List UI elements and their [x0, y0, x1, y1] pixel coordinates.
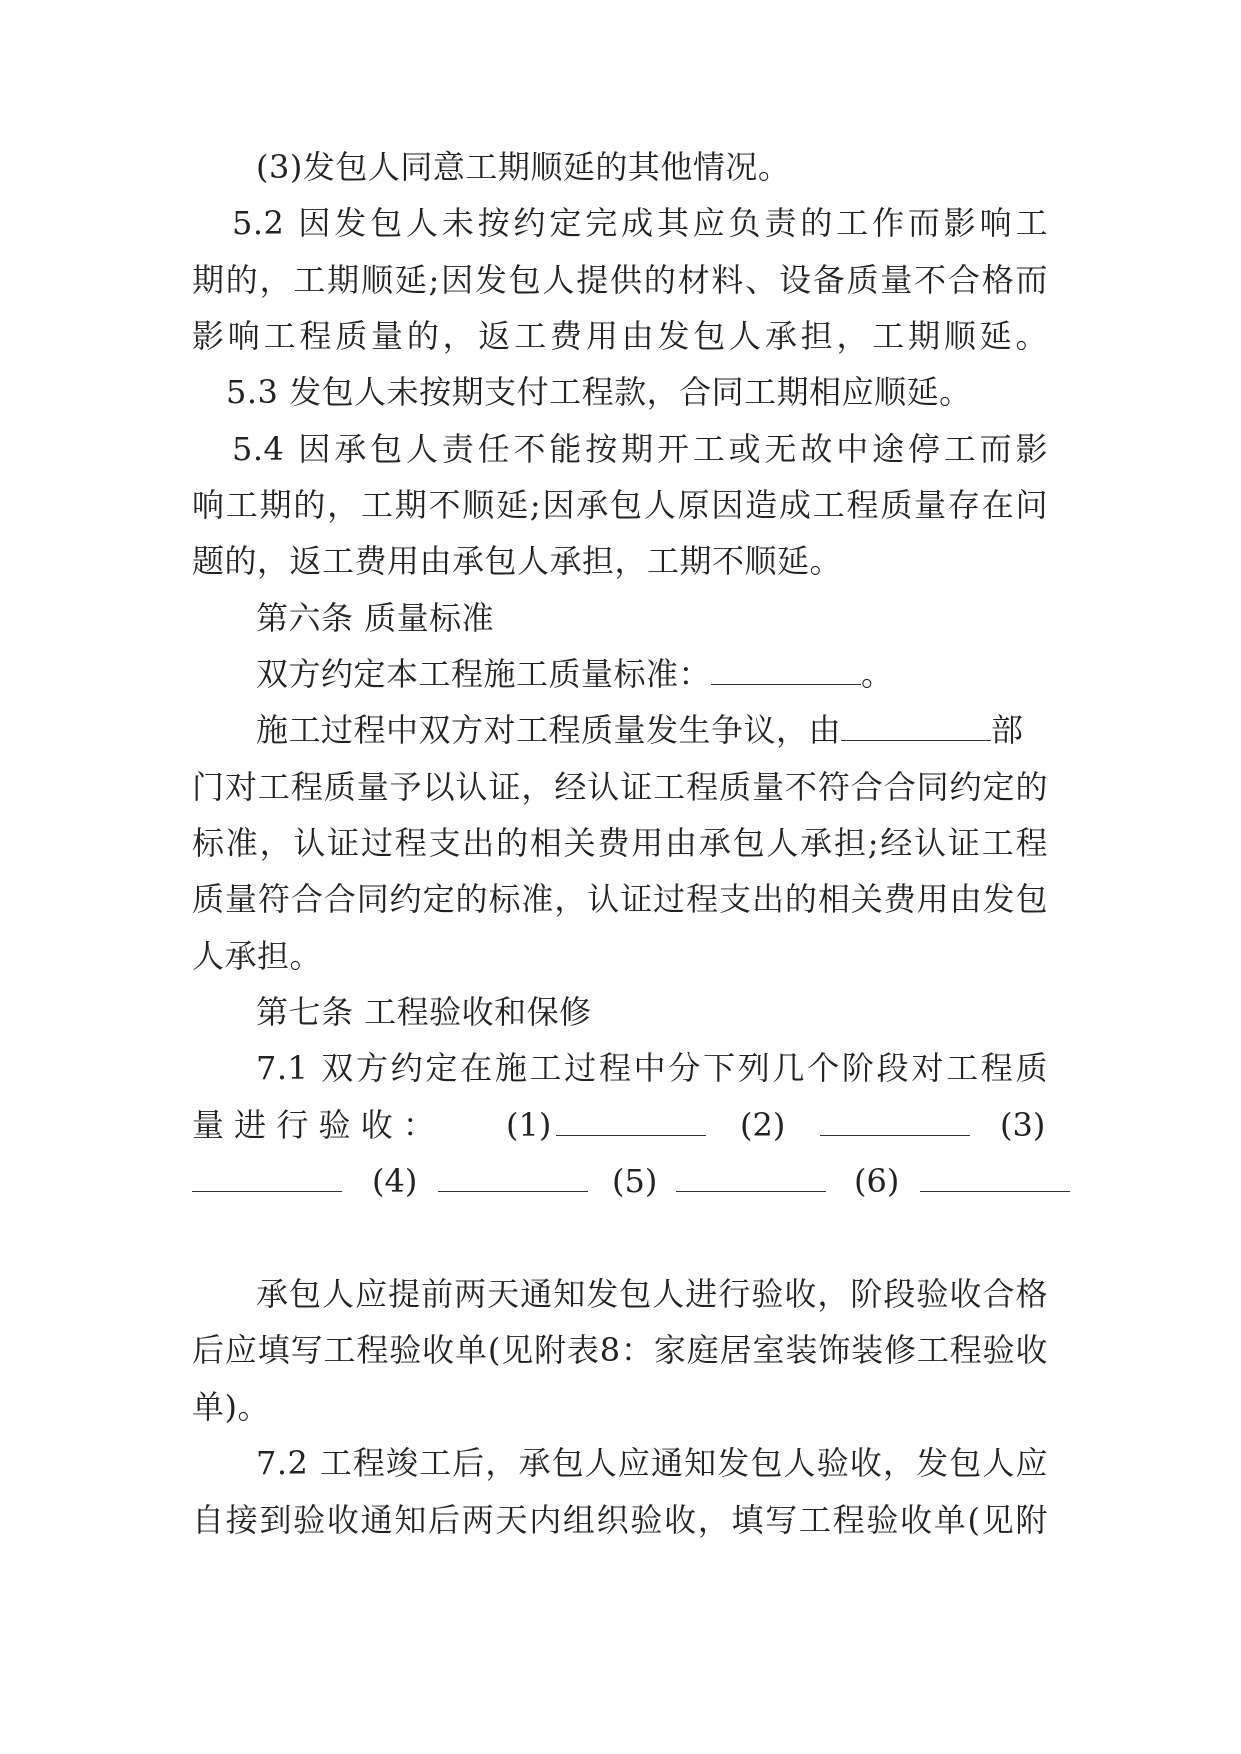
line-text: 量 进 行 验 收 ：	[192, 1106, 435, 1144]
paragraph-line: 门对工程质量予以认证，经认证工程质量不符合合同约定的	[192, 768, 1048, 806]
inspection-stages-row	[192, 1105, 1048, 1145]
paragraph-line: 影响工程质量的，返工费用由发包人承担，工期顺延。	[192, 317, 1048, 355]
fill-blank	[192, 1161, 342, 1192]
fill-blank	[711, 654, 861, 685]
stage-label: (4)	[372, 1162, 418, 1200]
paragraph-line	[256, 710, 1024, 750]
line-text: 双方约定本工程施工质量标准：	[256, 655, 712, 693]
section-heading: 第七条 工程验收和保修	[256, 993, 592, 1031]
inspection-stages-row	[192, 1161, 1048, 1201]
section-heading: 第六条 质量标准	[256, 599, 495, 637]
paragraph-line: 期的，工期顺延;因发包人提供的材料、设备质量不合格而	[192, 261, 1048, 299]
paragraph-line: 承包人应提前两天通知发包人进行验收，阶段验收合格	[256, 1275, 1048, 1313]
paragraph-line	[256, 654, 894, 694]
fill-blank	[676, 1161, 826, 1192]
fill-blank	[920, 1161, 1070, 1192]
paragraph-line: 响工期的，工期不顺延;因承包人原因造成工程质量存在问	[192, 486, 1048, 524]
stage-label: (5)	[612, 1162, 658, 1200]
paragraph-line: 5.3 发包人未按期支付工程款，合同工期相应顺延。	[226, 373, 972, 411]
paragraph-line: 5.4 因承包人责任不能按期开工或无故中途停工而影	[232, 430, 1048, 468]
paragraph-line: 质量符合合同约定的标准，认证过程支出的相关费用由发包	[192, 880, 1048, 918]
paragraph-line: 7.2 工程竣工后，承包人应通知发包人验收，发包人应	[256, 1444, 1048, 1482]
paragraph-line: 7.1 双方约定在施工过程中分下列几个阶段对工程质	[256, 1049, 1048, 1087]
paragraph-line: 题的，返工费用由承包人承担，工期不顺延。	[192, 542, 843, 580]
paragraph-line: 标准，认证过程支出的相关费用由承包人承担;经认证工程	[192, 824, 1048, 862]
paragraph-line: 5.2 因发包人未按约定完成其应负责的工作而影响工	[232, 204, 1048, 242]
line-text: 施工过程中双方对工程质量发生争议，由	[256, 711, 842, 749]
stage-label: (2)	[740, 1106, 786, 1144]
fill-blank	[438, 1161, 588, 1192]
stage-label: (1)	[506, 1106, 552, 1144]
stage-label: (6)	[854, 1162, 900, 1200]
paragraph-line: 单)。	[192, 1388, 270, 1426]
paragraph-line: 后应填写工程验收单(见附表8：家庭居室装饰装修工程验收	[192, 1331, 1048, 1369]
line-text: 部	[991, 711, 1024, 749]
stage-label: (3)	[1000, 1106, 1046, 1144]
paragraph-line: 自接到验收通知后两天内组织验收，填写工程验收单(见附	[192, 1501, 1048, 1539]
paragraph-line: (3)发包人同意工期顺延的其他情况。	[256, 148, 791, 186]
fill-blank	[556, 1105, 706, 1136]
paragraph-line: 人承担。	[192, 937, 323, 975]
line-text: 。	[861, 655, 894, 693]
fill-blank	[841, 710, 991, 741]
fill-blank	[820, 1105, 970, 1136]
